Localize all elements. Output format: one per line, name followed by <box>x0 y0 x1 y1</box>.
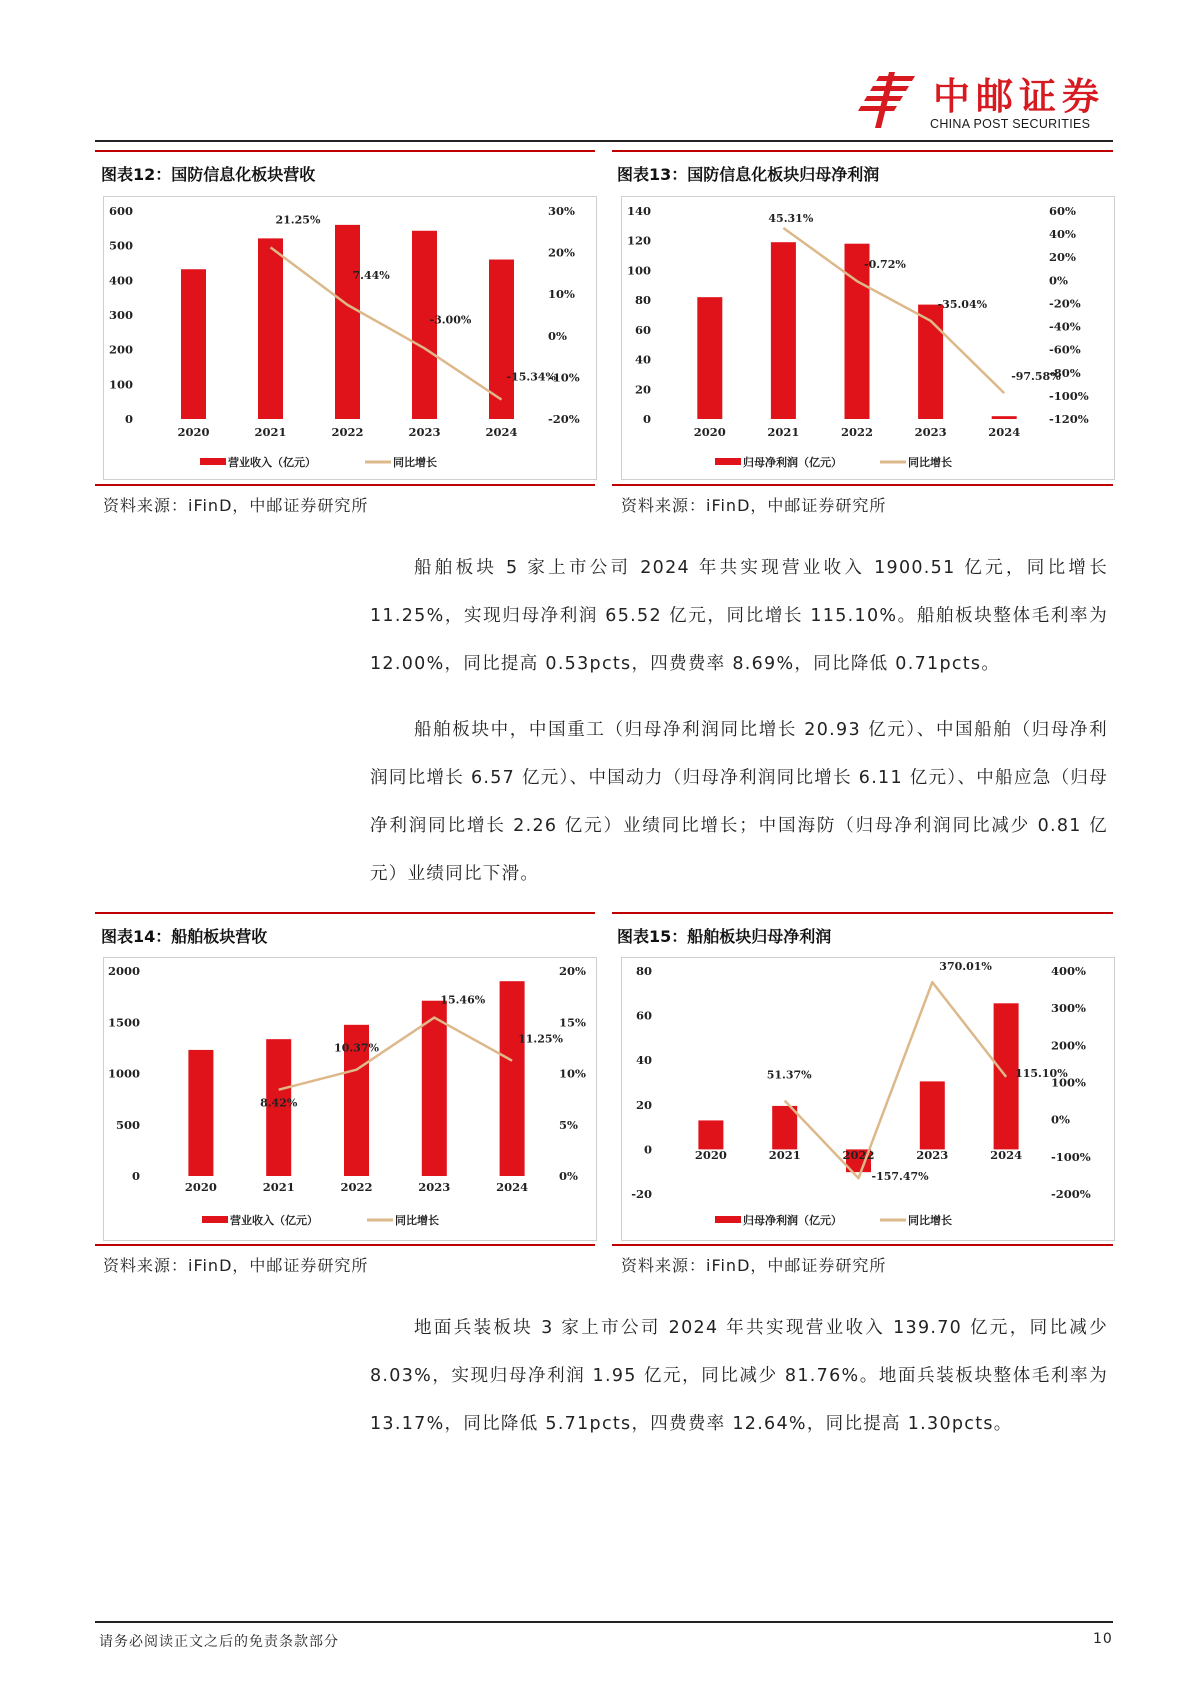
y-right-tick-label: 15% <box>559 1015 586 1030</box>
fig12-source: 资料来源：iFinD，中邮证券研究所 <box>103 496 369 515</box>
y-left-tick-label: 500 <box>115 1117 140 1132</box>
x-tick-label: 2024 <box>990 1148 1023 1162</box>
x-tick-label: 2023 <box>916 1148 949 1162</box>
fig14-title: 图表14：船舶板块营收 <box>101 927 268 946</box>
fig14-bottom-rule <box>95 1244 595 1246</box>
legend-line-label: 同比增长 <box>395 1214 439 1227</box>
bar-2023 <box>920 1081 945 1149</box>
y-left-tick-label: 60 <box>635 1008 652 1023</box>
data-label: -15.34% <box>506 370 556 384</box>
data-label: 21.25% <box>275 213 321 227</box>
data-label: -97.58% <box>1011 370 1061 384</box>
y-left-tick-label: 0 <box>131 1169 140 1183</box>
y-right-tick-label: 20% <box>548 245 575 260</box>
y-right-tick-label: 60% <box>1049 204 1076 218</box>
x-tick-label: 2024 <box>485 425 518 439</box>
y-left-tick-label: 60 <box>634 322 651 337</box>
data-label: -35.04% <box>937 297 988 311</box>
y-right-tick-label: -10% <box>548 370 580 385</box>
data-label: -0.72% <box>864 258 906 272</box>
y-left-tick-label: 500 <box>108 238 133 253</box>
y-right-tick-label: 300% <box>1051 1001 1086 1016</box>
data-label: 370.01% <box>939 960 992 974</box>
y-left-tick-label: 2000 <box>107 964 140 978</box>
y-left-tick-label: 300 <box>108 308 133 322</box>
y-left-tick-label: 20 <box>635 1097 652 1112</box>
growth-line <box>785 982 1006 1178</box>
x-tick-label: 2021 <box>767 425 800 439</box>
y-left-tick-label: 1500 <box>107 1015 140 1030</box>
fig15-title: 图表15：船舶板块归母净利润 <box>617 927 832 946</box>
y-right-tick-label: 0% <box>1049 273 1068 288</box>
y-right-tick-label: -120% <box>1049 412 1089 426</box>
y-right-tick-label: -40% <box>1049 319 1081 334</box>
fig14-source: 资料来源：iFinD，中邮证券研究所 <box>103 1256 369 1275</box>
fig13-source: 资料来源：iFinD，中邮证券研究所 <box>621 496 887 515</box>
fig13-title: 图表13：国防信息化板块归母净利润 <box>617 165 880 184</box>
x-tick-label: 2023 <box>418 1180 451 1194</box>
data-label: 11.25% <box>518 1032 564 1046</box>
x-tick-label: 2022 <box>331 425 364 439</box>
legend-bar-swatch <box>715 1216 741 1223</box>
legend-bar-label: 归母净利润（亿元） <box>743 1214 842 1227</box>
x-tick-label: 2024 <box>988 425 1021 439</box>
y-left-tick-label: 400 <box>108 273 133 288</box>
y-left-tick-label: 0 <box>642 412 651 426</box>
x-tick-label: 2020 <box>693 425 726 439</box>
data-label: 7.44% <box>352 268 390 282</box>
page-number: 10 <box>1093 1631 1113 1647</box>
x-tick-label: 2020 <box>184 1180 217 1194</box>
y-left-tick-label: 100 <box>626 263 651 278</box>
fig15-bottom-rule <box>612 1244 1113 1246</box>
y-right-tick-label: 0% <box>548 328 567 343</box>
x-tick-label: 2020 <box>694 1148 727 1162</box>
data-label: 115.10% <box>1015 1066 1068 1080</box>
x-tick-label: 2020 <box>177 425 210 439</box>
paragraph-shipbuilding-summary: 船舶板块 5 家上市公司 2024 年共实现营业收入 1900.51 亿元，同比增长 11.25%，实现归母净利润 65.52 亿元，同比增长 115.10%。船舶板块整体毛利率为 12.00%，同比提高 0.53pcts，四费费率 8.69%，同比降低 0.71pcts。 <box>370 558 1108 674</box>
legend-line-label: 同比增长 <box>908 1214 952 1227</box>
paragraph-shipbuilding-companies: 船舶板块中，中国重工（归母净利润同比增长 20.93 亿元）、中国船舶（归母净利润同比增长 6.57 亿元）、中国动力（归母净利润同比增长 6.11 亿元）、中船应急（归母净利润同比增长 2.26 亿元）业绩同比增长；中国海防（归母净利润同比减少 0.81 亿元）业绩同比下滑。 <box>370 720 1108 884</box>
bar-2020 <box>698 1120 723 1149</box>
y-left-tick-label: 20 <box>634 382 651 397</box>
y-right-tick-label: 400% <box>1051 964 1086 978</box>
footer-divider <box>95 1621 1113 1623</box>
y-right-tick-label: -20% <box>1049 296 1081 311</box>
legend-bar-label: 营业收入（亿元） <box>228 456 316 469</box>
y-left-tick-label: 80 <box>635 964 652 978</box>
footer-disclaimer: 请务必阅读正文之后的免责条款部分 <box>99 1634 339 1650</box>
y-right-tick-label: 40% <box>1049 227 1076 242</box>
y-left-tick-label: 40 <box>634 352 651 367</box>
legend-bar-label: 营业收入（亿元） <box>230 1214 318 1227</box>
y-right-tick-label: 20% <box>559 964 586 978</box>
x-tick-label: 2021 <box>768 1148 801 1162</box>
data-label: -3.00% <box>429 313 472 327</box>
y-left-tick-label: 1000 <box>107 1066 140 1081</box>
y-right-tick-label: -20% <box>548 412 580 426</box>
x-tick-label: 2021 <box>254 425 287 439</box>
y-left-tick-label: 120 <box>626 233 651 248</box>
data-label: 10.37% <box>334 1041 379 1055</box>
x-tick-label: 2022 <box>840 425 874 439</box>
y-left-tick-label: 0 <box>643 1142 652 1157</box>
logo-english-name: CHINA POST SECURITIES <box>930 117 1091 131</box>
y-right-tick-label: 0% <box>1051 1112 1070 1127</box>
x-tick-label: 2022 <box>842 1148 875 1162</box>
legend-line-label: 同比增长 <box>908 456 952 469</box>
fig12-title: 图表12：国防信息化板块营收 <box>101 165 316 184</box>
y-left-tick-label: 80 <box>634 293 651 308</box>
data-label: 51.37% <box>766 1068 812 1082</box>
y-right-tick-label: 200% <box>1051 1038 1086 1053</box>
y-right-tick-label: -100% <box>1051 1149 1091 1164</box>
y-right-tick-label: 20% <box>1049 250 1076 265</box>
x-tick-label: 2021 <box>262 1180 295 1194</box>
y-left-tick-label: 200 <box>108 342 133 357</box>
y-right-tick-label: -60% <box>1049 342 1081 357</box>
legend-bar-label: 归母净利润（亿元） <box>743 456 842 469</box>
bar-2021 <box>772 1106 797 1149</box>
y-left-tick-label: 600 <box>108 204 133 218</box>
y-right-tick-label: 10% <box>548 287 575 302</box>
y-right-tick-label: 30% <box>548 204 575 218</box>
y-left-tick-label: 100 <box>108 377 133 392</box>
data-label: -157.47% <box>871 1170 929 1184</box>
y-right-tick-label: 0% <box>559 1169 578 1183</box>
x-tick-label: 2024 <box>496 1180 529 1194</box>
y-left-tick-label: 40 <box>635 1053 652 1068</box>
y-left-tick-label: 0 <box>124 412 133 426</box>
x-tick-label: 2022 <box>340 1180 373 1194</box>
x-tick-label: 2023 <box>914 425 947 439</box>
y-right-tick-label: -80% <box>1049 365 1081 380</box>
y-right-tick-label: 10% <box>559 1066 586 1081</box>
legend-line-label: 同比增长 <box>393 456 437 469</box>
logo-chinese-name: 中邮证券 <box>933 75 1105 118</box>
y-right-tick-label: 5% <box>559 1117 578 1132</box>
y-left-tick-label: -20 <box>631 1187 652 1201</box>
paragraph-ground-equipment-summary: 地面兵装板块 3 家上市公司 2024 年共实现营业收入 139.70 亿元，同比减少 8.03%，实现归母净利润 1.95 亿元，同比减少 81.76%。地面兵装板块整体毛利率为 13.17%，同比降低 5.71pcts，四费费率 12.64%，同比提高 1.30pcts。 <box>370 1318 1108 1434</box>
data-label: 45.31% <box>768 211 814 225</box>
y-right-tick-label: -200% <box>1051 1187 1091 1201</box>
fig15-source: 资料来源：iFinD，中邮证券研究所 <box>621 1256 887 1275</box>
data-label: 8.42% <box>260 1096 298 1110</box>
y-left-tick-label: 140 <box>626 204 651 218</box>
data-label: 15.46% <box>440 993 486 1007</box>
y-right-tick-label: -100% <box>1049 388 1089 403</box>
y-right-tick-label: 100% <box>1051 1075 1086 1090</box>
x-tick-label: 2023 <box>408 425 441 439</box>
